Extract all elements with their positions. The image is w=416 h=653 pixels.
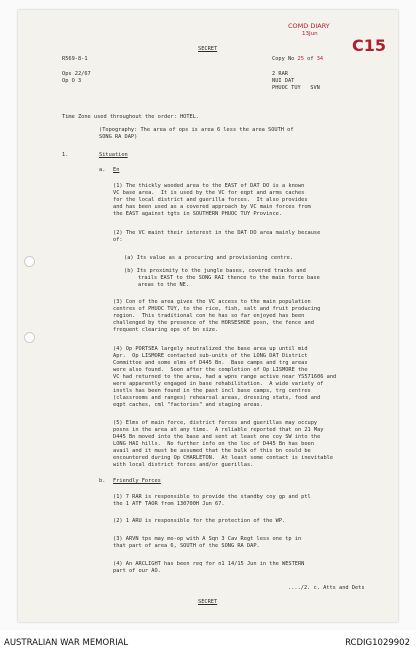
handwritten-date: 13Jun: [302, 31, 318, 37]
friendly-para-2: (2) 1 ARU is responsible for the protection of the WP.: [113, 518, 286, 524]
archive-name: AUSTRALIAN WAR MEMORIAL: [4, 638, 129, 648]
copy-number: Copy No 25 of 34: [272, 56, 324, 62]
time-zone-line: Time Zone used throughout the order: HOTEL.: [62, 114, 200, 120]
op-order: Op O 3: [62, 78, 82, 84]
classification-top: SECRET: [198, 46, 218, 52]
archive-id: RCDIG1029902: [345, 638, 410, 648]
handwritten-title: COMD DIARY: [288, 22, 330, 30]
unit-line-1: 2 RAR: [272, 71, 288, 77]
continuation-note: ..../2. c. Atts and Dets: [288, 585, 365, 591]
topography-line-1: (Topography: The area of ops is area 6 less the area SOUTH of: [99, 127, 294, 133]
punch-hole: [24, 256, 35, 267]
unit-line-3: PHUOC TUY SVN: [272, 85, 320, 91]
sub-b-title: Friendly Forces: [113, 478, 161, 484]
topography-line-2: SONG RA DAP): [99, 134, 138, 140]
unit-line-2: NUI DAT: [272, 78, 295, 84]
section-number: 1.: [62, 152, 69, 158]
archive-footer: [0, 630, 416, 653]
punch-hole: [24, 332, 35, 343]
sub-a-title: En: [113, 167, 120, 173]
classification-bottom: SECRET: [198, 599, 218, 605]
handwritten-code: C15: [352, 36, 387, 55]
sub-b-letter: b.: [99, 478, 106, 484]
section-title: Situation: [99, 152, 128, 158]
reference-left: R569-8-1: [62, 56, 88, 62]
sub-a-letter: a.: [99, 167, 106, 173]
ops-number: Ops 22/67: [62, 71, 91, 77]
para-2a: (a) Its value as a procuring and provisioning centre.: [124, 255, 294, 261]
